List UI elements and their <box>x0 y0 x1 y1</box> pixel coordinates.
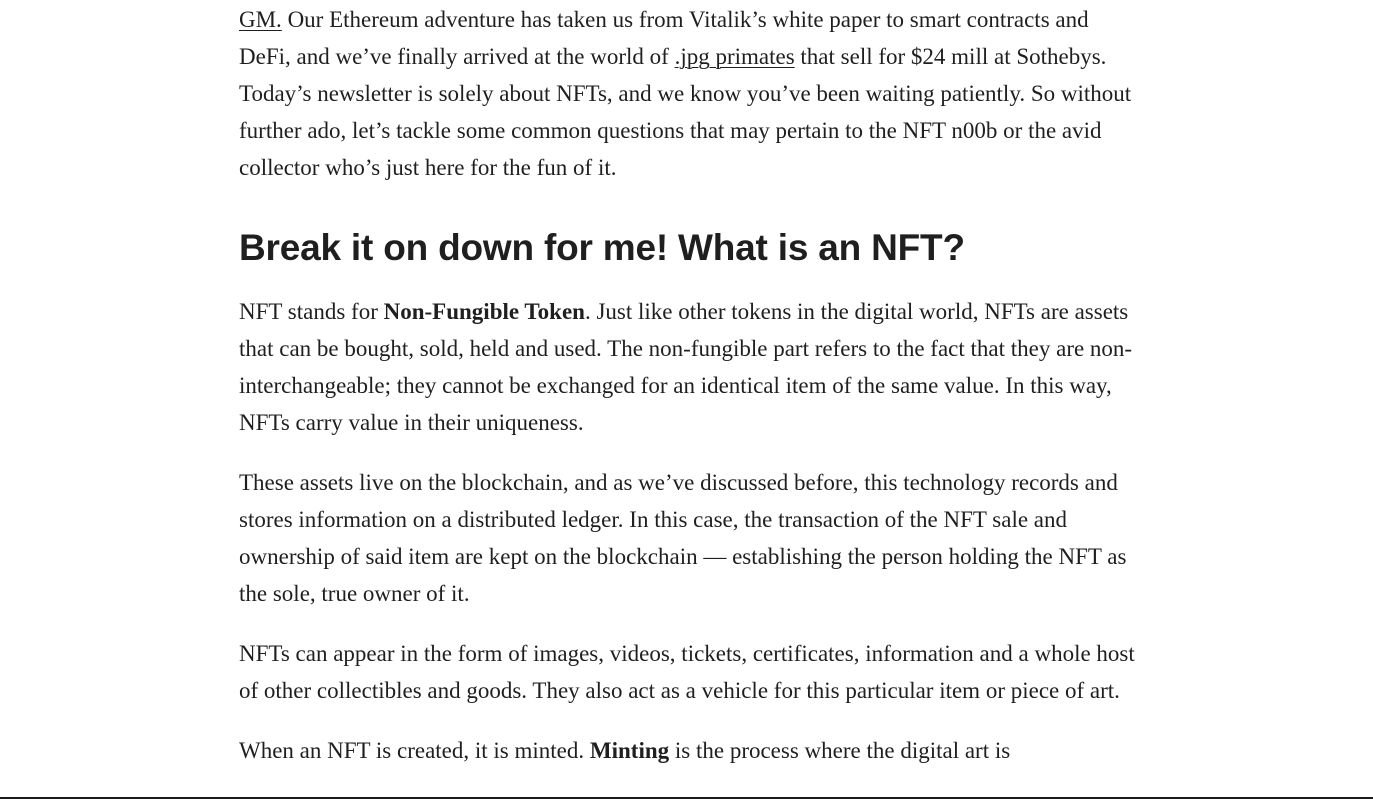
minting-text-part-1: When an NFT is created, it is minted. <box>239 738 590 763</box>
jpg-primates-link[interactable]: .jpg primates <box>674 44 795 69</box>
nft-definition-paragraph <box>239 293 1139 441</box>
bottom-divider <box>0 797 1373 799</box>
intro-text-part-1: Our Ethereum adventure has taken us from Vitalik’s white paper to smart contracts and DeFi, and we’ve finally arrived at the world of <box>239 7 1089 69</box>
nft-definition-text-part-1: NFT stands for <box>239 299 384 324</box>
gm-link[interactable]: GM. <box>239 7 282 32</box>
section-heading: Break it on down for me! What is an NFT? <box>239 227 965 268</box>
nft-definition-text-part-2: . Just like other tokens in the digital world, NFTs are assets that can be bought, sold, held and used. The non-fungible part refers to the fact that they are non-interchangeable; they cannot be exchanged for an identical item of the same value. In this way, NFTs carry value in their uniqueness. <box>239 299 1133 435</box>
minting-text-part-2: is the process where the digital art is <box>669 738 1011 763</box>
nft-forms-paragraph: NFTs can appear in the form of images, videos, tickets, certificates, information and a whole host of other collectibles and goods. They also act as a vehicle for this particular item or piece of art. <box>239 641 1135 703</box>
blockchain-paragraph: These assets live on the blockchain, and as we’ve discussed before, this technology records and stores information on a distributed ledger. In this case, the transaction of the NFT sale and ownership of said item are kept on the blockchain — establishing the person holding the NFT as the sole, true owner of it. <box>239 470 1127 606</box>
minting-paragraph <box>239 732 1139 769</box>
minting-term: Minting <box>589 738 670 763</box>
intro-text-part-2: that sell for $24 mill at Sothebys. Today’s newsletter is solely about NFTs, and we know you’ve been waiting patiently. So without further ado, let’s tackle some common questions that may pertain to the NFT n00b or the avid collector who’s just here for the fun of it. <box>239 44 1132 180</box>
non-fungible-token-term: Non-Fungible Token <box>383 299 585 324</box>
article-body <box>239 0 1139 792</box>
intro-paragraph <box>239 1 1139 186</box>
